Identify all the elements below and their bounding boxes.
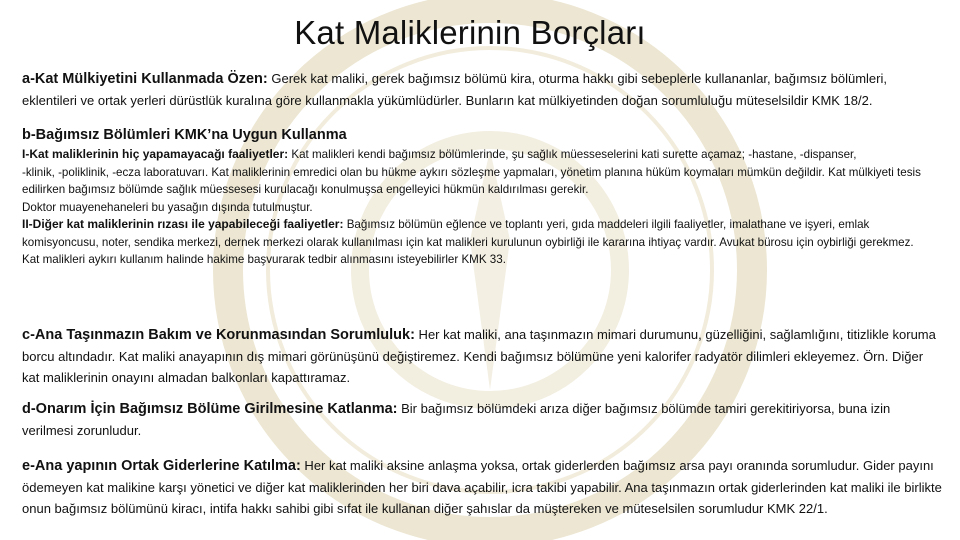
section-e xyxy=(22,455,942,519)
section-b-p3: Doktor muayenehaneleri bu yasağın dışında tutulmuştur. xyxy=(22,200,313,214)
section-d xyxy=(22,398,942,441)
section-c xyxy=(22,324,942,388)
section-a-body: Gerek kat maliki, gerek bağımsız bölümü kira, oturma hakkı gibi sebeplerle kullananlar, bağımsız bölümleri, eklentileri ve ortak yerleri dürüstlük kuralına göre kullanmakla yükümlüdürler. Bunların kat mülkiyetinden doğan sorumluluğu müteselsildir KMK 18/2. xyxy=(22,71,887,108)
section-b-p5: Kat malikleri aykırı kullanım halinde hakime başvurarak tedbir alınmasını isteyebilirler KMK 33. xyxy=(22,253,506,266)
section-b-p2: -klinik, -poliklinik, -ecza laboratuvarı. Kat maliklerinin emredici olan bu hükme aykırı sözleşme yapmaları, yönetim planına hüküm koymaları mümkün değildir. Kat mülkiyeti tesis edilirken bağımsız bölümde sağlık müessesesi kurulacağı konulmuşsa engelleyici hükmün kaldırılması gerekir. xyxy=(22,165,921,196)
section-e-paragraph xyxy=(22,455,942,519)
section-c-heading: c-Ana Taşınmazın Bakım ve Korunmasından Sorumluluk: xyxy=(22,327,415,343)
section-a xyxy=(22,68,942,111)
section-e-heading: e-Ana yapının Ortak Giderlerine Katılma: xyxy=(22,458,301,474)
section-b-p4-head: II-Diğer kat maliklerinin rızası ile yapabileceği faaliyetler: xyxy=(22,217,344,231)
section-b-content xyxy=(22,146,942,269)
section-a-paragraph xyxy=(22,68,942,111)
section-e-body: Her kat maliki aksine anlaşma yoksa, ortak giderlerden bağımsız arsa payı oranında sorumludur. Gider payını ödemeyen kat malikine karşı yönetici ve diğer kat maliklerinden her biri dava açabilir, icra takibi yapabilir. Ana taşınmazın ortak giderlerinden kat maliki ile birlikte onun bağımsız bölümünü kiracı, intifa hakkı sahibi gibi sıfat ile kullanan diğer şahıslar da müştereken ve müteselsilen sorumludur KMK 22/1. xyxy=(22,458,942,516)
page-title: Kat Maliklerinin Borçları xyxy=(294,14,646,51)
section-d-heading: d-Onarım İçin Bağımsız Bölüme Girilmesine Katlanma: xyxy=(22,401,398,417)
section-d-body: Bir bağımsız bölümdeki arıza diğer bağımsız bölümde tamiri gerekitiriyorsa, buna izin verilmesi zorunludur. xyxy=(22,401,891,438)
section-a-heading: a-Kat Mülkiyetini Kullanmada Özen: xyxy=(22,71,268,87)
section-b xyxy=(22,125,942,269)
section-b-p1 xyxy=(22,146,942,164)
section-c-paragraph xyxy=(22,324,942,388)
section-b-p4-body: Bağımsız bölümün eğlence ve toplantı yeri, gıda maddeleri ilgili faaliyetler, imalathane ve işyeri, emlak komisyoncusu, noter, sendika merkezi, dernek merkezi olarak kullanılması için kat malikleri kurulunun oybirliği ile kararına ihtiyaç vardır. Avukat bürosu için oybirliği gerekmez. xyxy=(22,218,914,249)
section-d-paragraph xyxy=(22,398,942,441)
section-c-body: Her kat maliki, ana taşınmazın mimari durumunu, güzelliğini, sağlamlığını, titizlikle koruma borcu altındadır. Kat maliki anayapının dış mimari görünüşünü değiştiremez. Kendi bağımsız bölümüne yeni kalorifer radyatör dilimleri ekleyemez. Örn. Diğer kat maliklerinin onayını almadan balkonları kapattıramaz. xyxy=(22,327,936,385)
section-b-p1-body: Kat malikleri kendi bağımsız bölümlerinde, şu sağlık müesseselerini kati surette açamaz; -hastane, -dispanser, xyxy=(288,148,857,161)
section-b-p4 xyxy=(22,216,942,251)
section-b-p1-head: I-Kat maliklerinin hiç yapamayacağı faaliyetler: xyxy=(22,147,289,161)
section-b-heading: b-Bağımsız Bölümleri KMK’na Uygun Kullanma xyxy=(22,127,347,143)
